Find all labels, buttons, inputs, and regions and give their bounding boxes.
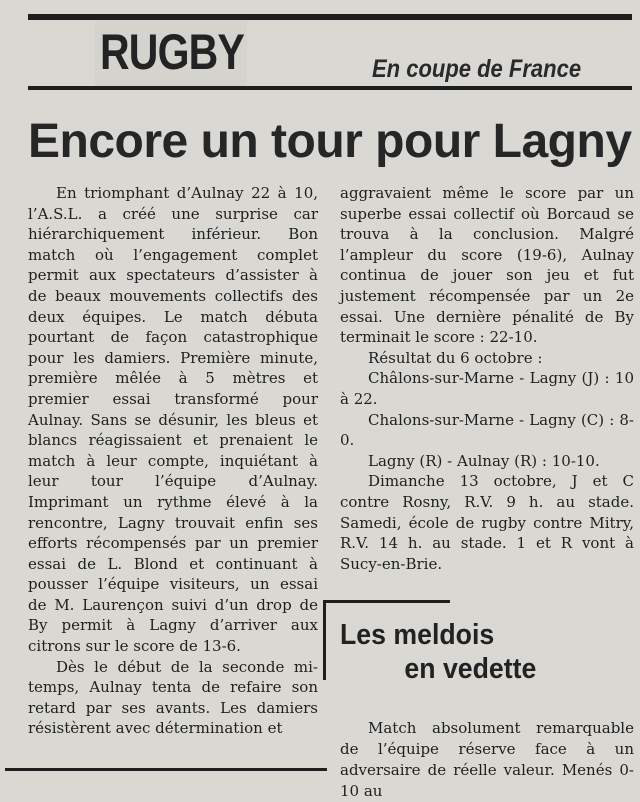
paragraph: Dès le début de la seconde mi-temps, Aulnay tenta de refaire son retard par ses avants. Les damiers résistèrent avec détermination et [28,657,318,738]
article-column-2 [340,183,634,574]
result-line: Chalons-sur-Marne - Lagny (C) : 8-0. [340,410,634,450]
results-heading: Résultat du 6 octobre : [368,348,543,367]
paragraph: Dimanche 13 octobre, J et C contre Rosny, R.V. 9 h. au stade. Samedi, école de rugby contre Mitry, R.V. 14 h. au stade. 1 et R vont à Sucy-en-Brie. [340,472,634,573]
sidebar-title-line-1: Les meldois [340,619,495,651]
section-subtitle: En coupe de France [372,55,582,83]
result-line: Lagny (R) - Aulnay (R) : 10-10. [368,451,600,470]
sidebar-title-line-2: en vedette [404,653,537,685]
sidebar-title [340,618,536,686]
sidebar-body [340,718,634,802]
article-headline: Encore un tour pour Lagny [28,115,632,168]
result-line: Châlons-sur-Marne - Lagny (J) : 10 à 22. [340,369,634,408]
section-title: RUGBY [100,24,244,80]
paragraph: En triomphant d’Aulnay 22 à 10, l’A.S.L. a créé une surprise car hiérarchiquement inférieur. Bon match où l’engagement complet permit aux spectateurs d’assister à de beaux mouvements collectifs des deux équipes. Le match débuta pourtant de façon catastrophique pour les damiers. Première minute, première mêlée à 5 mètres et premier essai transformé pour Aulnay. Sans se désunir, les bleus et blancs réagissaient et prenaient le match à leur compte, inquiétant à leur tour l’équipe d’Aulnay. Imprimant un rythme élevé à la rencontre, Lagny trouvait enfin ses efforts récompensés par un premier essai de L. Blond et continuant à pousser l’équipe visiteurs, un essai de M. Laurençon suivi d’un drop de By permit à Lagny d’arriver aux citrons sur le score de 13-6. [28,184,318,656]
paragraph: Match absolument remarquable de l’équipe réserve face à un adversaire de réelle valeur. Menés 0-10 au [340,719,634,800]
sidebar-rule-top [325,600,450,603]
sidebar-rule-left [323,600,326,680]
header-rule [28,86,632,90]
bottom-rule [5,768,327,771]
article-column-1 [28,183,318,739]
paragraph: aggravaient même le score par un superbe essai collectif où Borcaud se trouva à la conclusion. Malgré l’ampleur du score (19-6), Aulnay continua de jouer son jeu et fut justement récompensée par un 2e essai. Une dernière pénalité de By terminait le score : 22-10. [340,184,634,347]
